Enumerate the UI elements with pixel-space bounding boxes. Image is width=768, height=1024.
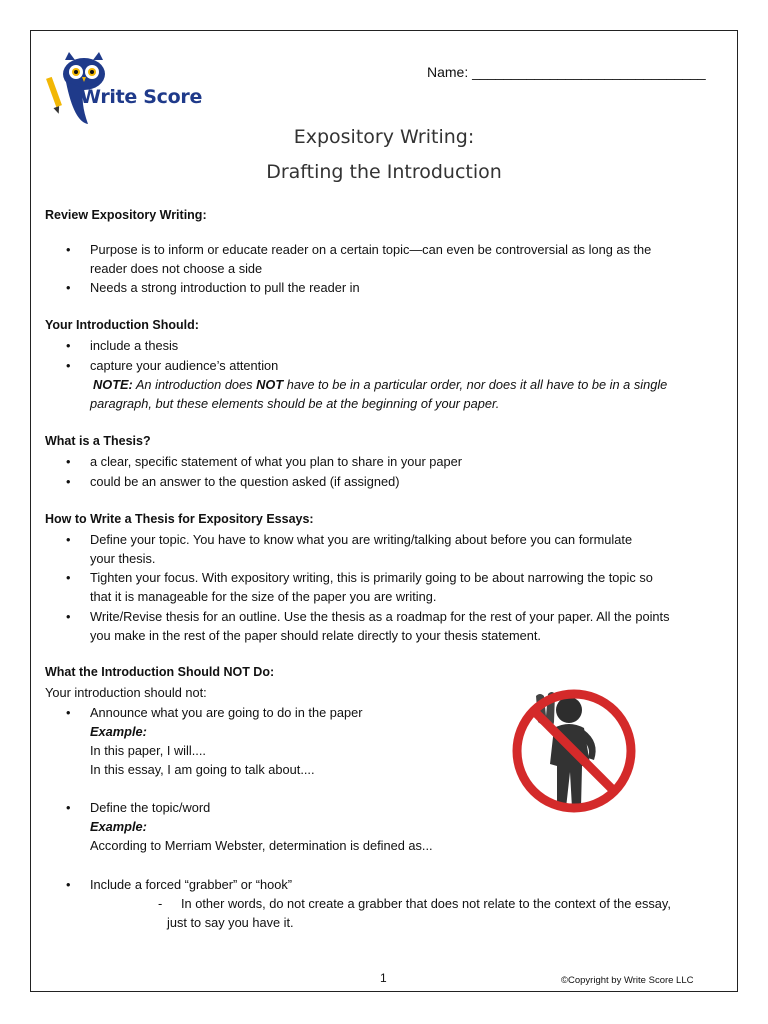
note-text-1: An introduction does: [132, 377, 257, 392]
not-do-item-2: Define the topic/word: [90, 800, 211, 815]
logo-text: Write Score: [80, 86, 203, 108]
intro-item-2: capture your audience’s attention: [90, 358, 279, 373]
example-label-2: Example:: [90, 819, 147, 834]
review-heading: Review Expository Writing:: [45, 208, 207, 222]
page-title-line1: Expository Writing:: [293, 126, 475, 148]
bullet-icon: •: [66, 800, 71, 815]
example-1-line2: In this essay, I am going to talk about....: [90, 762, 315, 777]
bullet-icon: •: [66, 570, 71, 585]
howto-item-1-line1: Define your topic. You have to know what you are writing/talking about before you can formulate: [90, 532, 633, 547]
bullet-icon: •: [66, 474, 71, 489]
review-item-1-line2: reader does not choose a side: [90, 261, 263, 276]
intro-should-heading: Your Introduction Should:: [45, 318, 199, 332]
sub-item-line2: just to say you have it.: [167, 915, 294, 930]
intro-item-1: include a thesis: [90, 338, 179, 353]
not-do-intro: Your introduction should not:: [45, 685, 207, 700]
howto-heading: How to Write a Thesis for Expository Essays:: [45, 512, 314, 526]
thesis-item-1: a clear, specific statement of what you plan to share in your paper: [90, 454, 463, 469]
review-item-2: Needs a strong introduction to pull the reader in: [90, 280, 360, 295]
howto-item-3-line2: you make in the rest of the paper should relate directly to your thesis statement.: [90, 628, 541, 643]
thesis-item-2: could be an answer to the question asked (if assigned): [90, 474, 400, 489]
note-not: NOT: [256, 377, 284, 392]
page-title-line2: Drafting the Introduction: [266, 161, 502, 183]
howto-item-2-line2: that it is manageable for the size of the paper you are writing.: [90, 589, 437, 604]
review-item-1-line1: Purpose is to inform or educate reader on a certain topic—can even be controversial as long as the: [90, 242, 652, 257]
note-text-2: have to be in a particular order, nor does it all have to be in a single: [283, 377, 668, 392]
no-stop-figure-icon: [512, 686, 640, 816]
howto-item-2-line1: Tighten your focus. With expository writing, this is primarily going to be about narrowing the topic so: [90, 570, 653, 585]
howto-item-3-line1: Write/Revise thesis for an outline. Use the thesis as a roadmap for the rest of your paper. All the points: [90, 609, 670, 624]
howto-item-1-line2: your thesis.: [90, 551, 156, 566]
example-1-line1: In this paper, I will....: [90, 743, 206, 758]
intro-note-line2: paragraph, but these elements should be at the beginning of your paper.: [90, 396, 500, 411]
page-number: 1: [380, 971, 387, 985]
example-label-1: Example:: [90, 724, 147, 739]
bullet-icon: •: [66, 358, 71, 373]
bullet-icon: •: [66, 454, 71, 469]
write-score-logo: [44, 52, 204, 128]
bullet-icon: •: [66, 242, 71, 257]
bullet-icon: •: [66, 338, 71, 353]
bullet-icon: •: [66, 877, 71, 892]
sub-dash: -: [158, 896, 163, 911]
name-field-label: Name: ______________________________: [427, 64, 706, 80]
not-do-item-3: Include a forced “grabber” or “hook”: [90, 877, 293, 892]
copyright-text: ©Copyright by Write Score LLC: [561, 975, 694, 986]
sub-item-line1: In other words, do not create a grabber that does not relate to the context of the essay,: [181, 896, 671, 911]
bullet-icon: •: [66, 609, 71, 624]
note-label: NOTE:: [93, 377, 133, 392]
intro-note: [93, 375, 667, 394]
bullet-icon: •: [66, 280, 71, 295]
bullet-icon: •: [66, 532, 71, 547]
not-do-item-1: Announce what you are going to do in the paper: [90, 705, 363, 720]
not-do-heading: What the Introduction Should NOT Do:: [45, 665, 275, 679]
example-2-line1: According to Merriam Webster, determination is defined as...: [90, 838, 433, 853]
thesis-heading: What is a Thesis?: [45, 434, 151, 448]
bullet-icon: •: [66, 705, 71, 720]
